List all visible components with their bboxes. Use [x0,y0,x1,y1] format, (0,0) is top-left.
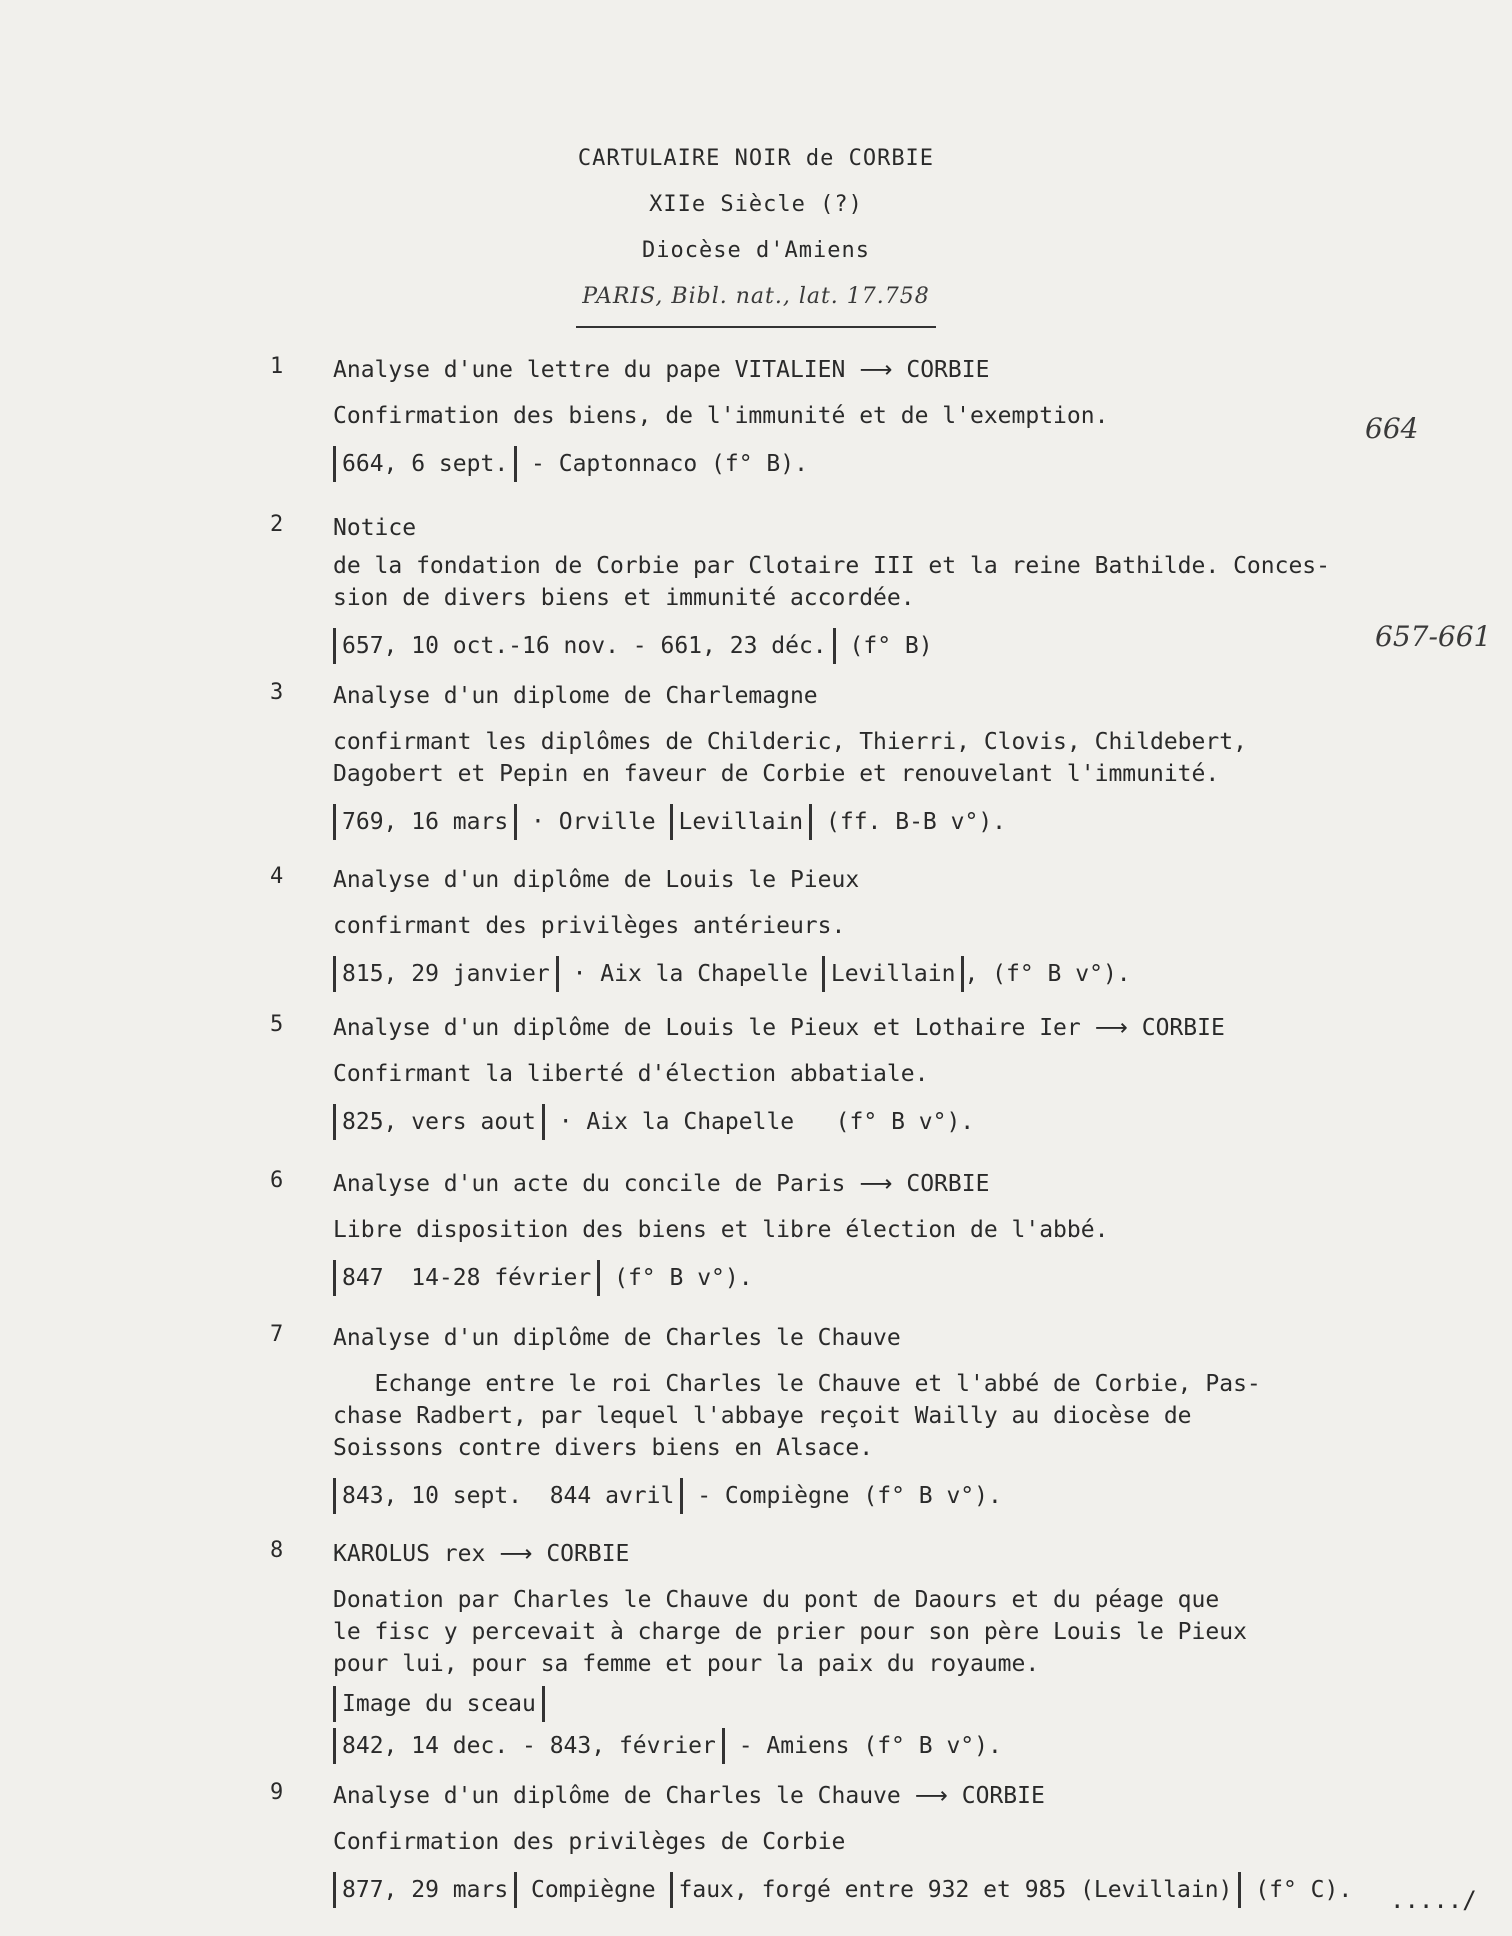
continuation-mark: ...../ [1390,1886,1477,1914]
entry-date: 769, 16 mars [333,804,517,840]
entry-source: faux, forgé entre 932 et 985 (Levillain) [670,1872,1242,1908]
margin-note-657-661: 657-661 [1375,620,1492,653]
arrow-icon: ⟶ [914,1783,948,1809]
entry-source: Levillain [822,956,965,992]
entry-date-rest: · Orville [531,809,656,835]
entry-date: 664, 6 sept. [333,446,517,482]
entry-number: 4 [270,864,284,889]
arrow-icon: ⟶ [499,1541,533,1567]
entry-folio: , (f° B v°). [964,961,1131,987]
entry-folio: (f° C). [1255,1877,1353,1903]
entry-recipient: CORBIE [546,1541,630,1567]
entry-text: Libre disposition des biens et libre élection de l'abbé. [333,1217,1109,1243]
entry-date: 847 14-28 février [333,1260,600,1296]
entry-heading: Analyse d'un diplôme de Louis le Pieux et Lothaire Ier [333,1015,1081,1041]
century-line: XIIe Siècle (?) [649,192,863,217]
entry-heading: Notice [333,515,417,541]
entry-date: 843, 10 sept. 844 avril [333,1478,683,1514]
entry-text: confirmant des privilèges antérieurs. [333,913,846,939]
entry-text: Donation par Charles le Chauve du pont de Daours et du péage que le fisc y percevait à charge de prier pour son père Louis le Pieux pour lui, pour sa femme et pour la paix du royaume. [333,1587,1247,1677]
entry-number: 8 [270,1538,284,1563]
seal-note: Image du sceau [333,1686,545,1722]
entry-heading: Analyse d'un diplôme de Louis le Pieux [333,867,860,893]
entry-text: Confirmant la liberté d'élection abbatiale. [333,1061,929,1087]
entry-number: 3 [270,680,284,705]
entry-text: Confirmation des biens, de l'immunité et de l'exemption. [333,403,1109,429]
entry-folio: (ff. B-B v°). [826,809,1007,835]
entry-date-rest: (f° B v°). [614,1265,753,1291]
entry-heading: Analyse d'un diplôme de Charles le Chauve [333,1783,901,1809]
entry-date-rest: - Captonnaco (f° B). [531,451,808,477]
entry-heading: Analyse d'un diplôme de Charles le Chauve [333,1325,901,1351]
document-title: CARTULAIRE NOIR de CORBIE [577,146,935,171]
entry-source: Levillain [670,804,813,840]
entry-heading: Analyse d'un diplome de Charlemagne [333,683,818,709]
entry-date: 657, 10 oct.-16 nov. - 661, 23 déc. [333,628,836,664]
entry-recipient: CORBIE [961,1783,1045,1809]
entry-number: 5 [270,1012,284,1037]
entry-date-rest: · Aix la Chapelle [572,961,808,987]
arrow-icon: ⟶ [1094,1015,1128,1041]
entry-number: 1 [270,354,284,379]
entry-date-rest: - Amiens (f° B v°). [738,1733,1002,1759]
entry-text: confirmant les diplômes de Childeric, Thierri, Clovis, Childebert, Dagobert et Pepin en faveur de Corbie et renouvelant l'immunité. [333,729,1247,787]
entry-recipient: CORBIE [1141,1015,1225,1041]
entry-text: de la fondation de Corbie par Clotaire III et la reine Bathilde. Conces- sion de divers biens et immunité accordée. [333,553,1330,611]
entry-date: 815, 29 janvier [333,956,559,992]
entry-date: 825, vers aout [333,1104,545,1140]
entry-number: 9 [270,1780,284,1805]
entry-date: 842, 14 dec. - 843, février [333,1728,725,1764]
entry-text: Confirmation des privilèges de Corbie [333,1829,846,1855]
arrow-icon: ⟶ [859,357,893,383]
margin-note-664: 664 [1365,412,1419,445]
entry-date-rest: (f° B) [849,633,933,659]
entry-number: 6 [270,1168,284,1193]
entry-heading: Analyse d'une lettre du pape VITALIEN [333,357,846,383]
entry-date-rest: - Compiègne (f° B v°). [697,1483,1002,1509]
shelfmark: PARIS, Bibl. nat., lat. 17.758 [576,274,936,328]
entry-heading: KAROLUS rex [333,1541,486,1567]
arrow-icon: ⟶ [859,1171,893,1197]
entry-heading: Analyse d'un acte du concile de Paris [333,1171,846,1197]
entry-recipient: CORBIE [906,357,990,383]
entry-date-rest: Compiègne [531,1877,656,1903]
entry-date-rest: · Aix la Chapelle (f° B v°). [558,1109,975,1135]
entry-number: 7 [270,1322,284,1347]
entry-recipient: CORBIE [906,1171,990,1197]
entry-number: 2 [270,512,284,537]
entry-text: Echange entre le roi Charles le Chauve et l'abbé de Corbie, Pas- chase Radbert, par lequel l'abbaye reçoit Wailly au diocèse de Soissons contre divers biens en Alsace. [333,1371,1261,1461]
diocese-line: Diocèse d'Amiens [642,238,870,263]
document-header [0,136,1512,320]
entry-date: 877, 29 mars [333,1872,517,1908]
